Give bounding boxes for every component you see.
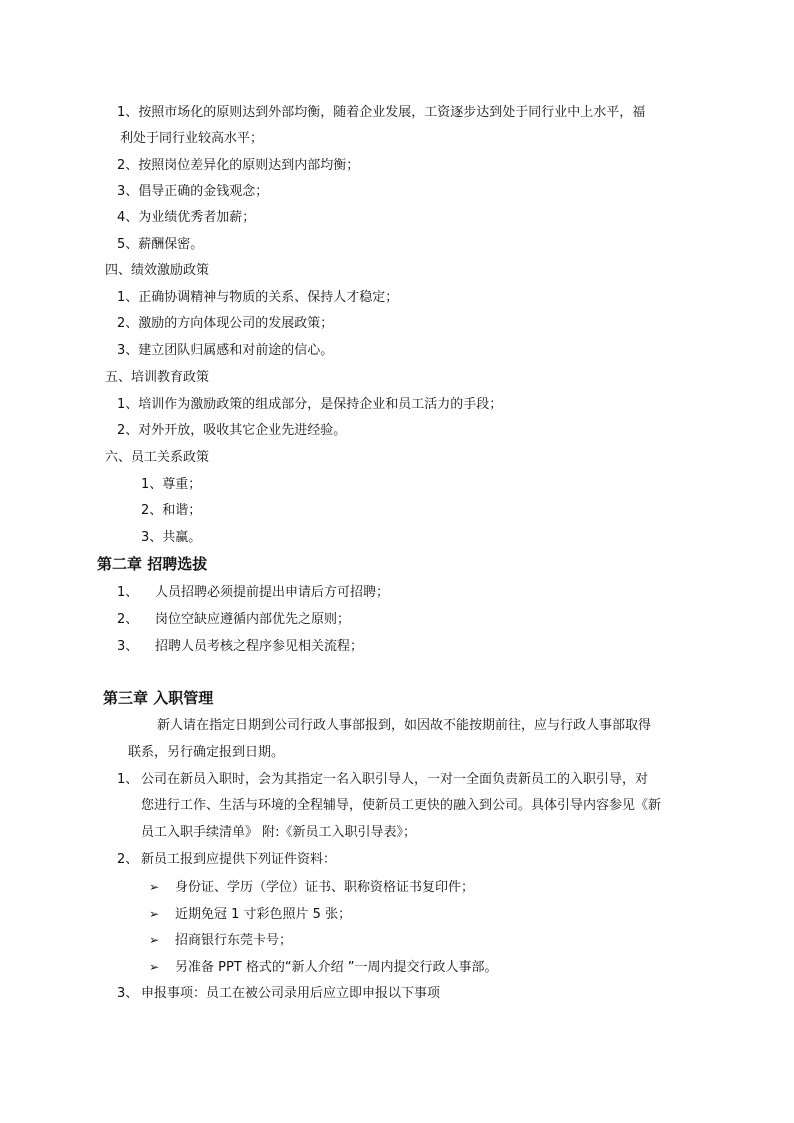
list-item — [117, 209, 255, 227]
arrowhead-bullet-icon: ➢ — [149, 960, 160, 974]
item-text: 按照岗位差异化的原则达到内部均衡； — [138, 158, 360, 173]
arrowhead-bullet-icon: ➢ — [149, 880, 160, 894]
item-text: 激励的方向体现公司的发展政策； — [138, 316, 334, 331]
item-number: 2、 — [117, 612, 139, 627]
list-item — [117, 584, 389, 602]
item-number: 1、 — [117, 585, 139, 600]
item-number: 3、 — [117, 639, 139, 654]
item-number: 2、 — [117, 423, 139, 438]
bullet-item — [149, 958, 498, 977]
item-number: 1、 — [117, 397, 139, 412]
section-heading: 六、员工关系政策 — [105, 450, 210, 465]
item-text: 为业绩优秀者加薪； — [138, 210, 256, 225]
bullet-text: 身份证、学历（学位）证书、职称资格证书复印件； — [175, 880, 475, 895]
item-number: 1、 — [117, 772, 139, 787]
list-item — [141, 502, 201, 520]
item-number: 1、 — [117, 105, 139, 120]
item-text: 正确协调精神与物质的关系、保持人才稳定； — [138, 290, 399, 305]
item-text: 按照市场化的原则达到外部均衡，随着企业发展，工资逐步达到处于同行业中上水平，福 — [138, 105, 646, 120]
list-item — [117, 851, 336, 869]
item-text: 尊重； — [162, 477, 202, 492]
item-number: 2、 — [117, 316, 139, 331]
item-text: 倡导正确的金钱观念； — [138, 184, 269, 199]
list-item — [117, 422, 346, 440]
item-text: 共赢。 — [162, 530, 202, 545]
list-item — [117, 342, 333, 360]
list-item — [117, 157, 359, 175]
item-number: 4、 — [117, 210, 139, 225]
item-text: 公司在新员入职时，会为其指定一名入职引导人，一对一全面负责新员工的入职引导，对 — [141, 772, 649, 787]
list-item — [117, 104, 645, 122]
item-number: 3、 — [117, 343, 139, 358]
item-text: 和谐； — [162, 503, 202, 518]
section-heading: 四、绩效激励政策 — [105, 263, 210, 278]
item-number: 2、 — [117, 852, 139, 867]
bullet-text: 另准备 PPT 格式的“新人介绍 ”一周内提交行政人事部。 — [175, 960, 498, 975]
arrowhead-bullet-icon: ➢ — [149, 933, 160, 947]
item-number: 1、 — [117, 290, 139, 305]
item-text: 对外开放，吸收其它企业先进经验。 — [138, 423, 347, 438]
chapter-heading: 第二章 招聘选拔 — [97, 555, 208, 573]
item-number: 5、 — [117, 237, 139, 252]
item-number: 1、 — [141, 477, 163, 492]
item-number: 2、 — [117, 158, 139, 173]
list-item — [117, 396, 502, 414]
bullet-item — [149, 905, 351, 924]
list-item — [141, 529, 201, 547]
item-text: 薪酬保密。 — [138, 237, 204, 252]
item-text: 申报事项：员工在被公司录用后应立即申报以下事项 — [141, 986, 441, 1001]
list-item — [117, 638, 363, 656]
item-number: 3、 — [117, 184, 139, 199]
list-item — [117, 611, 350, 629]
list-item-continuation: 员工入职手续清单》 附:《新员工入职引导表》； — [141, 825, 417, 840]
list-item — [117, 315, 333, 333]
list-item — [117, 183, 268, 201]
list-item — [117, 236, 203, 254]
list-item-continuation: 您进行工作、生活与环境的全程辅导，使新员工更快的融入到公司。具体引导内容参见《新 — [141, 798, 662, 813]
list-item — [117, 771, 648, 789]
paragraph-line: 联系，另行确定报到日期。 — [128, 745, 285, 760]
section-heading: 五、培训教育政策 — [105, 370, 210, 385]
item-text: 人员招聘必须提前提出申请后方可招聘； — [155, 585, 390, 600]
item-text: 培训作为激励政策的组成部分，是保持企业和员工活力的手段； — [138, 397, 503, 412]
bullet-text: 招商银行东莞卡号； — [175, 933, 293, 948]
item-number: 3、 — [141, 530, 163, 545]
bullet-item — [149, 878, 474, 897]
item-text: 建立团队归属感和对前途的信心。 — [138, 343, 334, 358]
item-text: 新员工报到应提供下列证件资料： — [141, 852, 337, 867]
list-item — [117, 985, 440, 1003]
item-text: 岗位空缺应遵循内部优先之原则； — [155, 612, 351, 627]
list-item — [141, 476, 201, 494]
item-number: 2、 — [141, 503, 163, 518]
paragraph-line: 新人请在指定日期到公司行政人事部报到，如因故不能按期前往，应与行政人事部取得 — [157, 718, 652, 733]
bullet-text: 近期免冠 1 寸彩色照片 5 张； — [175, 907, 352, 922]
list-item-continuation: 利处于同行业较高水平； — [120, 131, 264, 146]
arrowhead-bullet-icon: ➢ — [149, 907, 160, 921]
chapter-heading: 第三章 入职管理 — [103, 689, 214, 707]
bullet-item — [149, 931, 292, 950]
item-number: 3、 — [117, 986, 139, 1001]
item-text: 招聘人员考核之程序参见相关流程； — [155, 639, 364, 654]
list-item — [117, 289, 398, 307]
